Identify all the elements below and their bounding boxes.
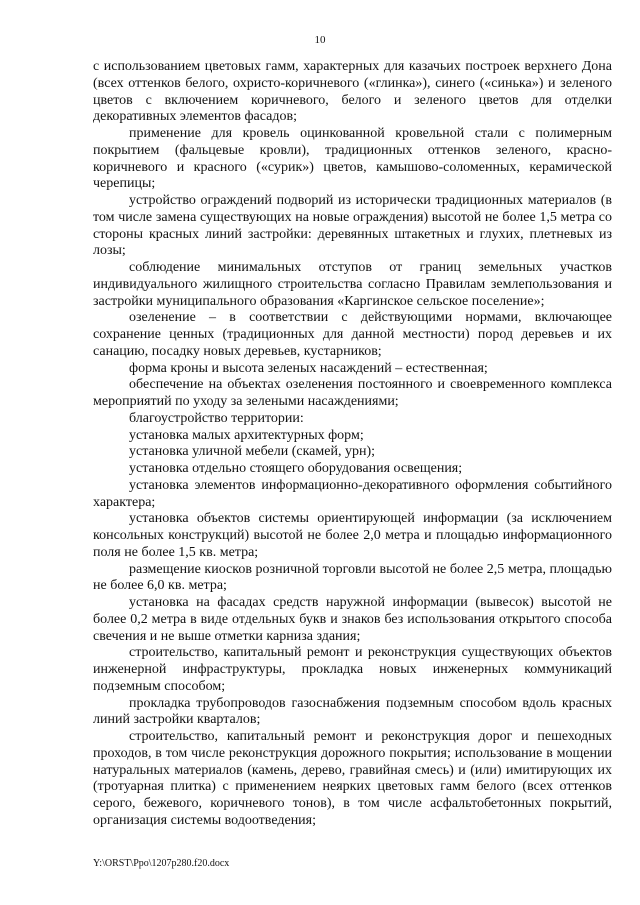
file-path-footer: Y:\ORST\Ppo\1207p280.f20.docx xyxy=(93,858,230,869)
paragraph: соблюдение минимальных отступов от границ земельных участков индивидуального жилищного строительства согласно Правилам землепользования и застройки муниципального образования «Каргинское сельское поселение»; xyxy=(93,260,612,309)
paragraph: форма кроны и высота зеленых насаждений – естественная; xyxy=(129,360,488,376)
paragraph: применение для кровель оцинкованной кровельной стали с полимерным покрытием (фальцевые кровли), традиционных оттенков зеленого, красно-коричневого и красного («сурик») цветов, камышово-соломенных, керамической черепицы; xyxy=(93,126,612,192)
paragraph: строительство, капитальный ремонт и реконструкция дорог и пешеходных проходов, в том числе реконструкция дорожного покрытия; использование в мощении натуральных материалов (камень, дерево, гравийная смесь) и (или) имитирующих их (тротуарная плитка) с применением неярких цветовых гамм белого (всех оттенков серого, бежевого, коричневого тонов), в том числе асфальтобетонных покрытий, организация системы водоотведения; xyxy=(93,729,612,828)
paragraph: озеленение – в соответствии с действующими нормами, включающее сохранение ценных (традиционных для данной местности) пород деревьев и их санацию, посадку новых деревьев, кустарников; xyxy=(93,310,612,359)
paragraph: обеспечение на объектах озеленения постоянного и своевременного комплекса мероприятий по уходу за зелеными насаждениями; xyxy=(93,377,612,409)
paragraph: благоустройство территории: xyxy=(129,410,304,426)
paragraph: установка на фасадах средств наружной информации (вывесок) высотой не более 0,2 метра в виде отдельных букв и знаков без использования открытого способа свечения и не выше отметки карниза здания; xyxy=(93,595,612,644)
paragraph: размещение киосков розничной торговли высотой не более 2,5 метра, площадью не более 6,0 кв. метра; xyxy=(93,561,612,594)
paragraph: установка уличной мебели (скамей, урн); xyxy=(129,444,376,460)
paragraph: с использованием цветовых гамм, характерных для казачьих построек верхнего Дона (всех оттенков белого, охристо-коричневого («глинка»), синего («синька») и зеленого цветов с включением коричневого, белого и зеленого цветов для отделки декоративных элементов фасадов; xyxy=(93,59,612,125)
paragraph: устройство ограждений подворий из исторически традиционных материалов (в том числе замена существующих на новые ограждения) высотой не более 1,5 метра со стороны красных линий застройки: деревянных штакетных и глухих, плетневых из лозы; xyxy=(93,193,612,259)
paragraph: прокладка трубопроводов газоснабжения подземным способом вдоль красных линий застройки кварталов; xyxy=(93,695,612,728)
document-body xyxy=(93,59,612,830)
paragraph: установка малых архитектурных форм; xyxy=(129,427,364,443)
paragraph: установка элементов информационно-декоративного оформления событийного характера; xyxy=(93,477,612,510)
paragraph: установка отдельно стоящего оборудования освещения; xyxy=(129,461,463,476)
page-number: 10 xyxy=(314,34,326,46)
paragraph: установка объектов системы ориентирующей информации (за исключением консольных конструкций) высотой не более 2,0 метра и площадью информационного поля не более 1,5 кв. метра; xyxy=(93,511,612,560)
paragraph: строительство, капитальный ремонт и реконструкция существующих объектов инженерной инфраструктуры, прокладка новых инженерных коммуникаций подземным способом; xyxy=(93,645,612,694)
